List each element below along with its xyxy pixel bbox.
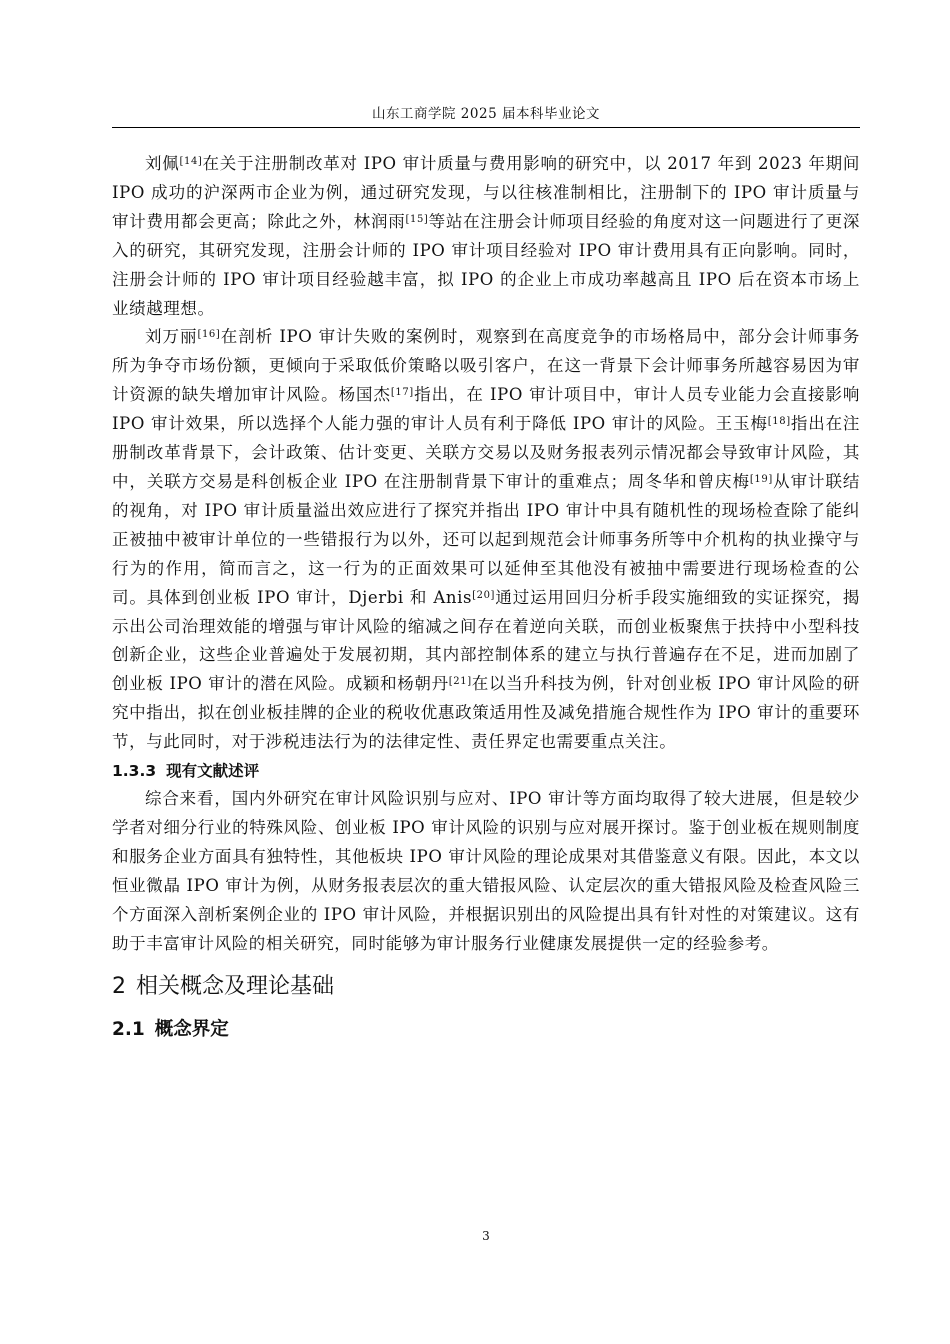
citation: [15] — [405, 213, 429, 225]
page-number: 3 — [482, 1229, 490, 1243]
section-heading-2-1: 2.1 概念界定 — [112, 1019, 229, 1041]
section-heading-1-3-3: 1.3.3 现有文献述评 — [112, 762, 260, 781]
running-header: 山东工商学院 2025 届本科毕业论文 — [372, 106, 600, 122]
chapter-heading-2: 2 相关概念及理论基础 — [112, 974, 335, 1000]
citation: [19] — [749, 473, 773, 485]
page-body — [112, 150, 860, 1044]
header-rule — [112, 127, 860, 128]
citation: [14] — [179, 156, 203, 167]
paragraph-liu-wanli: 刘万丽[16]在剖析 IPO 审计失败的案例时，观察到在高度竞争的市场格局中，部分会计师事务所为争夺市场份额，更倾向于采取低价策略以吸引客户，在这一背景下会计师事务所越容易因为审计资源的缺失增加审计风险。杨国杰[17]指出，在 IPO 审计项目中，审计人员专业能力会直接影响 IPO 审计效果，所以选择个人能力强的审计人员有利于降低 IPO 审计的风险。王玉梅[18]指出在注册制改革背景下，会计政策、估计变更、关联方交易以及财务报表列示情况都会导致审计风险，其中，关联方交易是科创板企业 IPO 在注册制背景下审计的重难点；周冬华和曾庆梅[19]从审计联结的视角，对 IPO 审计质量溢出效应进行了探究并指出 IPO 审计中具有随机性的现场检查除了能纠正被抽中被审计单位的一些错报行为以外，还可以起到规范会计师事务所等中介机构的执业操守与行为的作用，简而言之，这一行为的正面效果可以延伸至其他没有被抽中需要进行现场检查的公司。具体到创业板 IPO 审计，Djerbi 和 Anis[20]通过运用回归分析手段实施细致的实证探究，揭示出公司治理效能的增强与审计风险的缩减之间存在着逆向关联，而创业板聚焦于扶持中小型科技创新企业，这些企业普遍处于发展初期，其内部控制体系的建立与执行普遍存在不足，进而加剧了创业板 IPO 审计的潜在风险。成颖和杨朝丹[21]在以当升科技为例，针对创业板 IPO 审计风险的研究中指出，拟在创业板挂牌的企业的税收优惠政策适用性及减免措施合规性作为 IPO 审计的重要环节，与此同时，对于涉税违法行为的法律定性、责任界定也需要重点关注。 — [112, 327, 860, 752]
citation: [18] — [767, 416, 791, 428]
citation: [20] — [472, 589, 496, 601]
citation: [17] — [390, 387, 414, 399]
paragraph-liu-pei: 刘佩[14]在关于注册制改革对 IPO 审计质量与费用影响的研究中，以 2017 年到 2023 年期间 IPO 成功的沪深两市企业为例，通过研究发现，与以往核准制相比，注册制下的 IPO 审计质量与审计费用都会更高；除此之外，林润雨[15]等站在注册会计师项目经验的角度对这一问题进行了更深入的研究，其研究发现，注册会计师的 IPO 审计项目经验对 IPO 审计费用具有正向影响。同时，注册会计师的 IPO 审计项目经验越丰富，拟 IPO 的企业上市成功率越高且 IPO 后在资本市场上业绩越理想。 — [112, 154, 861, 318]
citation: [16] — [197, 329, 221, 341]
citation: [21] — [448, 676, 472, 688]
paragraph-literature-review: 综合来看，国内外研究在审计风险识别与应对、IPO 审计等方面均取得了较大进展，但是较少学者对细分行业的特殊风险、创业板 IPO 审计风险的识别与应对展开探讨。鉴于创业板在规则制度和服务企业方面具有独特性，其他板块 IPO 审计风险的理论成果对其借鉴意义有限。因此，本文以恒业微晶 IPO 审计为例，从财务报表层次的重大错报风险、认定层次的重大错报风险及检查风险三个方面深入剖析案例企业的 IPO 审计风险，并根据识别出的风险提出具有针对性的对策建议。这有助于丰富审计风险的相关研究，同时能够为审计服务行业健康发展提供一定的经验参考。 — [112, 789, 860, 953]
